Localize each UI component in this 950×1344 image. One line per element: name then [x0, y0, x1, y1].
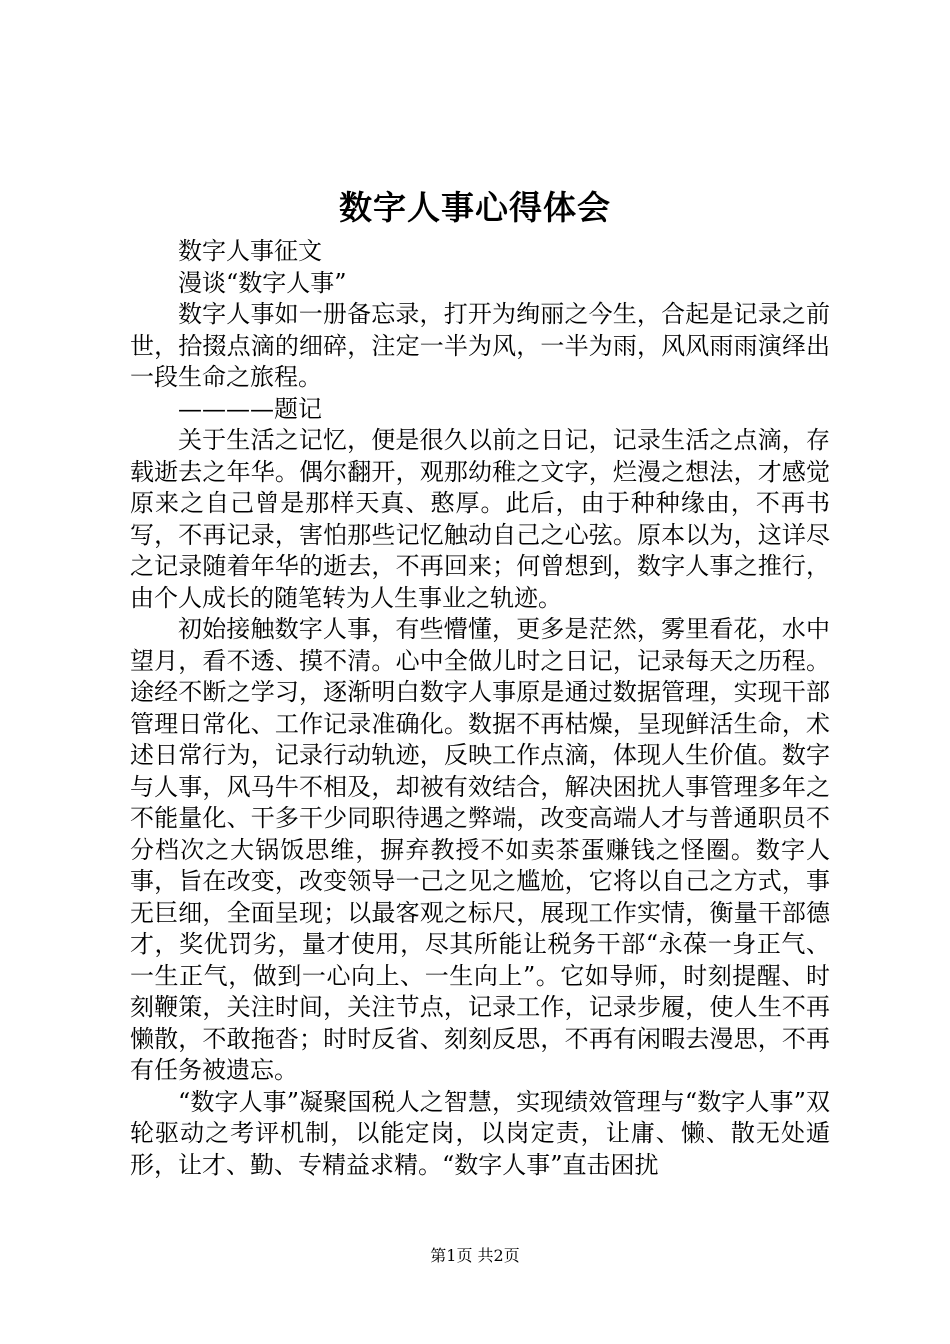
- paragraph-epigraph: 数字人事如一册备忘录，打开为绚丽之今生，合起是记录之前世，拾掇点滴的细碎，注定一半为风，一半为雨，风风雨雨演绎出一段生命之旅程。: [130, 300, 830, 391]
- paragraph-first-contact: 初始接触数字人事，有些懵懂，更多是茫然，雾里看花，水中望月，看不透、摸不清。心中全做儿时之日记，记录每天之历程。途经不断之学习，逐渐明白数字人事原是通过数据管理，实现干部管理日常化、工作记录准确化。数据不再枯燥，呈现鲜活生命，术述日常行为，记录行动轨迹，反映工作点滴，体现人生价值。数字与人事，风马牛不相及，却被有效结合，解决困扰人事管理多年之不能量化、干多干少同职待遇之弊端，改变高端人才与普通职员不分档次之大锅饭思维，摒弃教授不如卖茶蛋赚钱之怪圈。数字人事，旨在改变，改变领导一己之见之尴尬，它将以自己之方式，事无巨细，全面呈现；以最客观之标尺，展现工作实情，衡量干部德才，奖优罚劣，量才使用，尽其所能让税务干部“永葆一身正气、一生正气，做到一心向上、一生向上”。它如导师，时刻提醒、时刻鞭策，关注时间，关注节点，记录工作，记录步履，使人生不再懒散，不敢拖沓；时时反省、刻刻反思，不再有闲暇去漫思，不再有任务被遗忘。: [130, 615, 830, 1084]
- page-number: 第1页 共2页: [430, 1246, 520, 1265]
- paragraph-memory: 关于生活之记忆，便是很久以前之日记，记录生活之点滴，存载逝去之年华。偶尔翻开，观那幼稚之文字，烂漫之想法，才感觉原来之自己曾是那样天真、憨厚。此后，由于种种缘由，不再书写，不再记录，害怕那些记忆触动自己之心弦。原本以为，这详尽之记录随着年华的逝去，不再回来；何曾想到，数字人事之推行，由个人成长的随笔转为人生事业之轨迹。: [130, 426, 830, 612]
- paragraph-heading: 漫谈“数字人事”: [178, 268, 347, 297]
- document-body: [130, 236, 830, 1181]
- paragraph-subtitle: 数字人事征文: [178, 237, 322, 265]
- paragraph-epigraph-note: ————题记: [178, 394, 322, 423]
- paragraph-wisdom: “数字人事”凝聚国税人之智慧，实现绩效管理与“数字人事”双轮驱动之考评机制，以能定岗，以岗定责，让庸、懒、散无处遁形，让才、勤、专精益求精。“数字人事”直击困扰: [130, 1087, 830, 1179]
- document-title: 数字人事心得体会: [339, 188, 611, 227]
